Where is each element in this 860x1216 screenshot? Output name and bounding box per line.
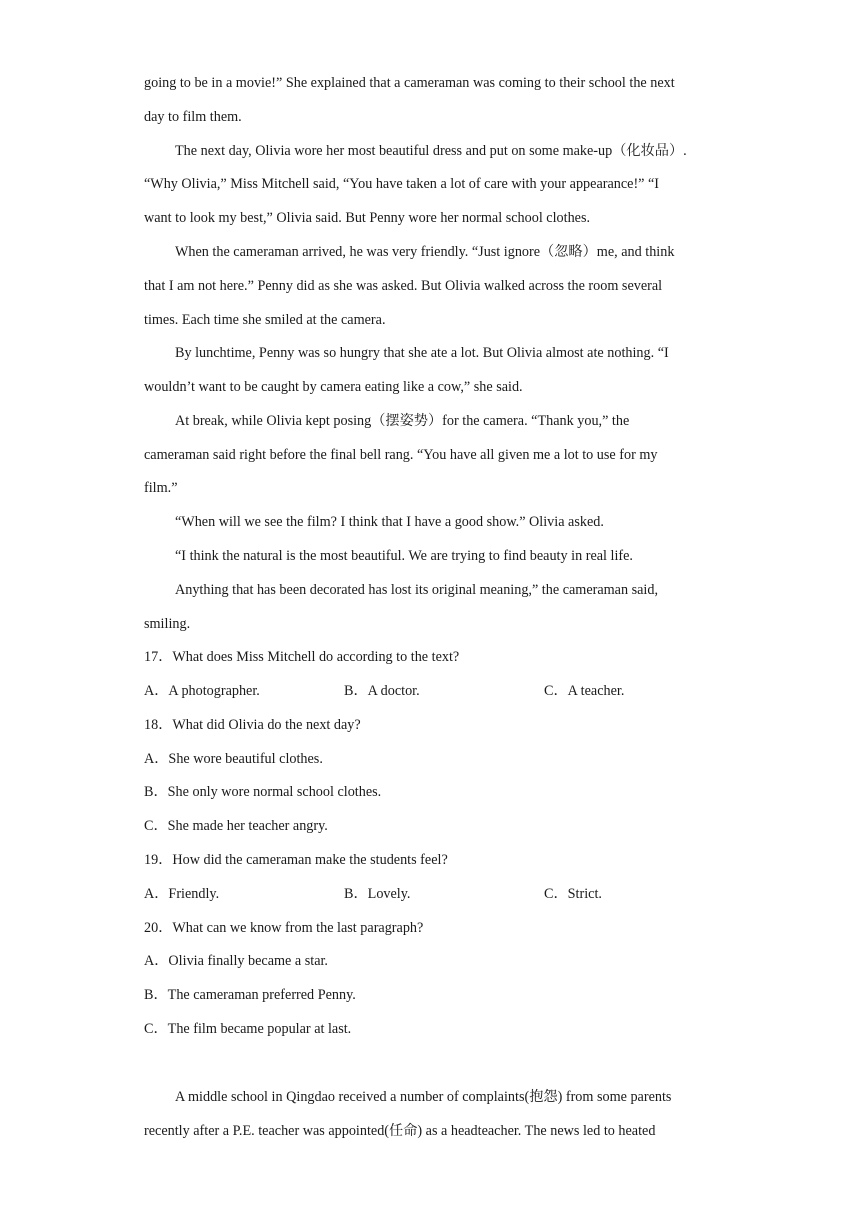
question-stem: 20．What can we know from the last paragraph? — [144, 920, 424, 936]
answer-option-c: C．Strict. — [544, 886, 602, 902]
passage-line: times. Each time she smiled at the camera. — [144, 312, 386, 328]
answer-option-a: A．A photographer. — [144, 683, 260, 699]
passage-line: want to look my best,” Olivia said. But Penny wore her normal school clothes. — [144, 210, 591, 226]
answer-option-b: B．Lovely. — [344, 886, 411, 902]
passage-line: going to be in a movie!” She explained that a cameraman was coming to their school the next — [144, 75, 675, 91]
passage-line: Anything that has been decorated has lost its original meaning,” the cameraman said, — [175, 582, 659, 598]
passage-line: film.” — [144, 480, 178, 496]
answer-option-b: B．A doctor. — [344, 683, 420, 699]
passage-line: cameraman said right before the final bell rang. “You have all given me a lot to use for my — [144, 447, 658, 463]
passage-line: By lunchtime, Penny was so hungry that she ate a lot. But Olivia almost ate nothing. “I — [175, 345, 669, 361]
answer-option-b: B．She only wore normal school clothes. — [144, 784, 382, 800]
passage-line: A middle school in Qingdao received a number of complaints(抱怨) from some parents — [175, 1089, 672, 1105]
question-stem: 18．What did Olivia do the next day? — [144, 717, 361, 733]
passage-line: that I am not here.” Penny did as she was asked. But Olivia walked across the room several — [144, 278, 663, 294]
question-stem: 17．What does Miss Mitchell do according to the text? — [144, 649, 460, 665]
passage-line: wouldn’t want to be caught by camera eating like a cow,” she said. — [144, 379, 523, 395]
answer-option-b: B．The cameraman preferred Penny. — [144, 987, 356, 1003]
passage-line: When the cameraman arrived, he was very friendly. “Just ignore（忽略）me, and think — [175, 244, 675, 260]
answer-option-a: A．Olivia finally became a star. — [144, 953, 328, 969]
passage-line: recently after a P.E. teacher was appointed(任命) as a headteacher. The news led to heated — [144, 1123, 656, 1139]
answer-option-c: C．A teacher. — [544, 683, 625, 699]
passage-line: day to film them. — [144, 109, 242, 125]
passage-line: At break, while Olivia kept posing（摆姿势）for the camera. “Thank you,” the — [175, 413, 630, 429]
answer-option-a: A．Friendly. — [144, 886, 220, 902]
question-stem: 19．How did the cameraman make the students feel? — [144, 852, 448, 868]
passage-line: “I think the natural is the most beautiful. We are trying to find beauty in real life. — [175, 548, 633, 564]
passage-line: The next day, Olivia wore her most beautiful dress and put on some make-up（化妆品）. — [175, 143, 687, 159]
answer-option-a: A．She wore beautiful clothes. — [144, 751, 323, 767]
answer-option-c: C．The film became popular at last. — [144, 1021, 352, 1037]
passage-line: “Why Olivia,” Miss Mitchell said, “You have taken a lot of care with your appearance!” “I — [144, 176, 660, 192]
passage-line: “When will we see the film? I think that I have a good show.” Olivia asked. — [175, 514, 604, 530]
passage-line: smiling. — [144, 616, 191, 632]
answer-option-c: C．She made her teacher angry. — [144, 818, 328, 834]
